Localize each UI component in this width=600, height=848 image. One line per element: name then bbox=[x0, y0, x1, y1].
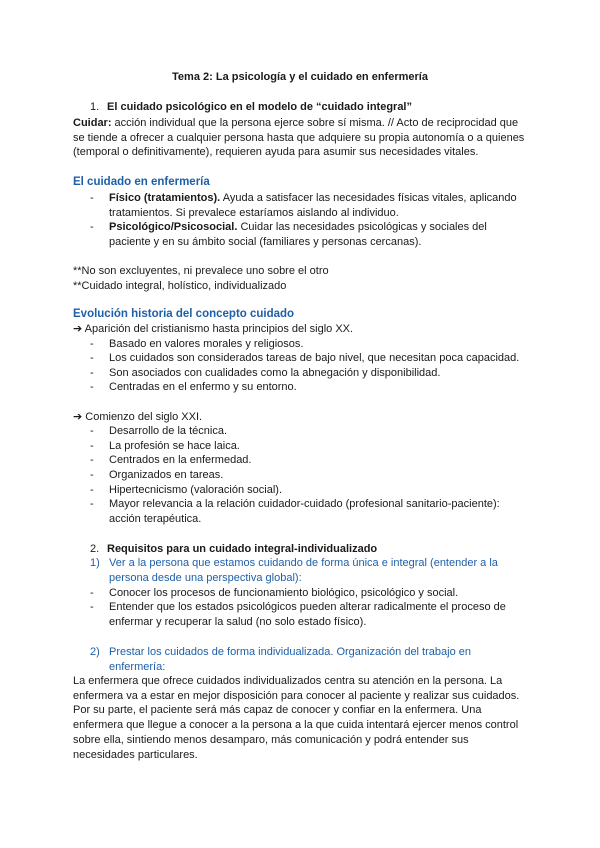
section-2-number: 2. bbox=[90, 543, 100, 555]
list-item-text: Centradas en el enfermo y su entorno. bbox=[109, 381, 297, 393]
cuidar-term: Cuidar: bbox=[73, 117, 112, 129]
req-1-line-2: persona desde una perspectiva global): bbox=[109, 571, 302, 584]
psicologico-line-2: paciente y en su ámbito social (familiares y personas cercanas). bbox=[109, 235, 422, 248]
req-2-line-1: Prestar los cuidados de forma individualizada. Organización del trabajo en bbox=[109, 646, 471, 658]
notes-block bbox=[73, 264, 543, 293]
list-item-text: Centrados en la enfermedad. bbox=[109, 454, 252, 466]
dash-bullet: - bbox=[90, 221, 94, 233]
period-2-row bbox=[73, 410, 543, 425]
arrow-right-icon: ➔ bbox=[73, 323, 83, 335]
dash-bullet: - bbox=[90, 338, 94, 350]
section-1-number: 1. bbox=[90, 101, 100, 113]
arrow-right-icon: ➔ bbox=[73, 411, 83, 423]
dash-bullet: - bbox=[90, 498, 94, 510]
list-item-text: Hipertecnicismo (valoración social). bbox=[109, 484, 283, 496]
dash-bullet: - bbox=[90, 587, 94, 599]
note-line: **No son excluyentes, ni prevalece uno sobre el otro bbox=[73, 265, 329, 277]
fisico-term: Físico (tratamientos). bbox=[109, 192, 221, 204]
dash-bullet: - bbox=[90, 381, 94, 393]
dash-bullet: - bbox=[90, 440, 94, 452]
list-item-text: Son asociados con cualidades como la abnegación y disponibilidad. bbox=[109, 367, 441, 379]
cuidar-line-2: se tiende a ofrecer a cualquier persona hasta que adquiere su propia autonomía o a quienes bbox=[73, 131, 525, 144]
cuidado-enfermeria-heading: El cuidado en enfermería bbox=[73, 176, 210, 188]
cuidar-line-3: (temporal o definitivamente), requieren ayuda para asumir sus necesidades vitales. bbox=[73, 146, 479, 159]
period-2-text: Comienzo del siglo XXI. bbox=[82, 411, 203, 423]
fisico-line-2: tratamientos. Si prevalece estaríamos aislando al individuo. bbox=[109, 206, 399, 219]
fisico-line-1: Ayuda a satisfacer las necesidades físicas vitales, aplicando bbox=[220, 192, 517, 204]
list-item-text: La profesión se hace laica. bbox=[109, 440, 240, 452]
section-1-heading: El cuidado psicológico en el modelo de “cuidado integral” bbox=[107, 101, 412, 113]
dash-bullet: - bbox=[90, 601, 94, 613]
list-item-text: Conocer los procesos de funcionamiento biológico, psicológico y social. bbox=[109, 587, 459, 599]
evolucion-heading: Evolución historia del concepto cuidado bbox=[73, 308, 295, 320]
psicologico-line-1: Cuidar las necesidades psicológicas y sociales del bbox=[237, 221, 487, 233]
period-1-text: Aparición del cristianismo hasta principios del siglo XX. bbox=[82, 323, 354, 335]
page-title: Tema 2: La psicología y el cuidado en enfermería bbox=[172, 71, 428, 83]
req-2-number: 2) bbox=[90, 646, 100, 658]
req-1-text bbox=[109, 556, 539, 585]
req-2-line-2: enfermería: bbox=[109, 660, 166, 673]
dash-bullet: - bbox=[90, 469, 94, 481]
list-item-text: Mayor relevancia a la relación cuidador-cuidado (profesional sanitario-paciente): bbox=[109, 498, 500, 510]
dash-bullet: - bbox=[90, 192, 94, 204]
paragraph-line: Por su parte, el paciente será más capaz de conocer y confiar en la enfermera. Una bbox=[73, 704, 482, 717]
section-2-heading: Requisitos para un cuidado integral-individualizado bbox=[107, 543, 378, 555]
dash-bullet: - bbox=[90, 454, 94, 466]
list-item-text: Los cuidados son considerados tareas de bajo nivel, que necesitan poca capacidad. bbox=[109, 352, 520, 364]
list-item-text: enfermar y recuperar la salud (no solo estado físico). bbox=[109, 615, 367, 628]
req-1-number: 1) bbox=[90, 557, 100, 569]
paragraph-line: enfermera va a estar en mejor disposición para conocer al paciente y realizar sus cuidados. bbox=[73, 689, 520, 702]
list-item-text: Basado en valores morales y religiosos. bbox=[109, 338, 304, 350]
paragraph-line: La enfermera que ofrece cuidados individualizados centra su atención en la persona. La bbox=[73, 675, 503, 687]
dash-bullet: - bbox=[90, 425, 94, 437]
dash-bullet: - bbox=[90, 367, 94, 379]
paragraph-line: sobre ella, sintiendo menos desamparo, más comunicación y podrá entender sus bbox=[73, 733, 469, 746]
list-item-text: acción terapéutica. bbox=[109, 512, 202, 525]
closing-paragraph bbox=[73, 674, 543, 762]
psicologico-term: Psicológico/Psicosocial. bbox=[109, 221, 238, 233]
paragraph-line: necesidades particulares. bbox=[73, 748, 198, 761]
dash-bullet: - bbox=[90, 484, 94, 496]
dash-bullet: - bbox=[90, 352, 94, 364]
cuidar-line-1: acción individual que la persona ejerce sobre sí misma. // Acto de reciprocidad que bbox=[111, 117, 519, 129]
req-1-line-1: Ver a la persona que estamos cuidando de forma única e integral (entender a la bbox=[109, 557, 498, 569]
list-item-text: Desarrollo de la técnica. bbox=[109, 425, 228, 437]
cuidar-definition bbox=[73, 116, 543, 160]
note-line: **Cuidado integral, holístico, individualizado bbox=[73, 279, 287, 292]
paragraph-line: enfermera que llegue a conocer a la persona a la que cuida intentará ejercer menos control bbox=[73, 719, 519, 732]
period-1-row bbox=[73, 322, 543, 337]
list-item-text: Entender que los estados psicológicos pueden alterar radicalmente el proceso de bbox=[109, 601, 506, 613]
req-2-text bbox=[109, 645, 539, 674]
list-item-text: Organizados en tareas. bbox=[109, 469, 224, 481]
